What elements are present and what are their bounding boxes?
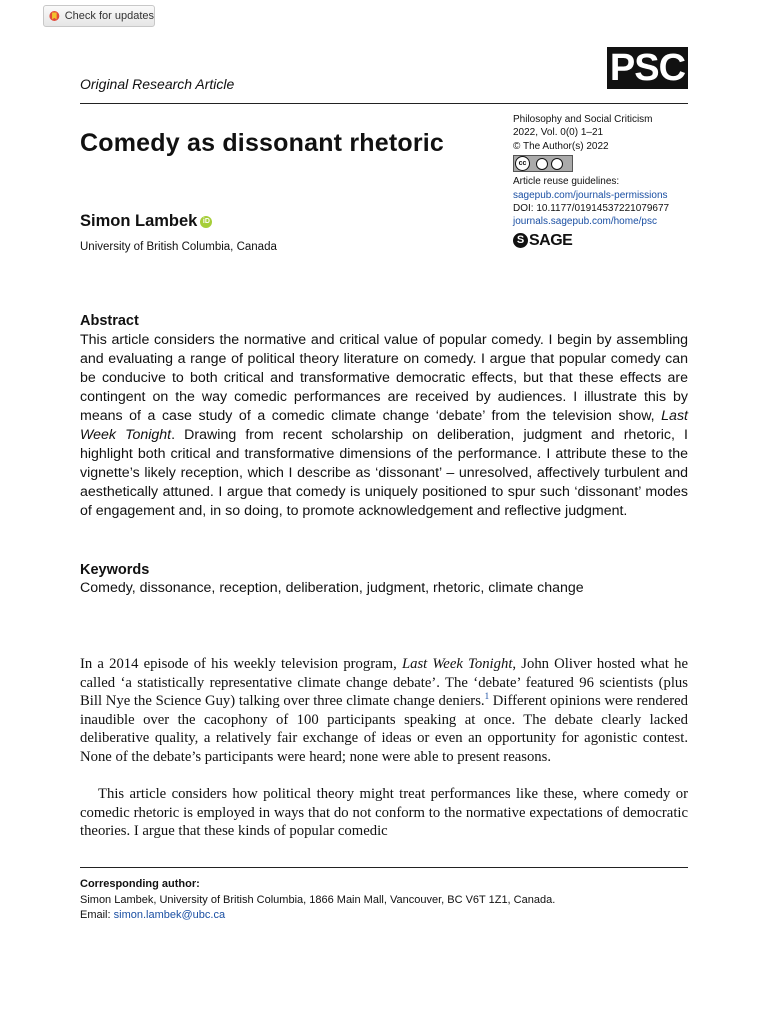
email-link[interactable]: simon.lambek@ubc.ca [113,909,226,921]
author-name: Simon Lambek [80,212,198,230]
author-block [80,212,212,231]
journal-name: Philosophy and Social Criticism [513,114,653,125]
keywords-list: Comedy, dissonance, reception, deliberation, judgment, rhetoric, climate change [80,580,584,596]
creative-commons-badge[interactable] [513,155,573,172]
corresponding-author-heading: Corresponding author: [80,878,200,890]
nc-icon [551,158,563,170]
abstract-italic-title: Last Week Tonight [80,408,688,443]
check-for-updates-label: Check for updates [64,10,154,22]
corresponding-author-address: Simon Lambek, University of British Columbia, 1866 Main Mall, Vancouver, BC V6T 1Z1, Canada. [80,894,556,906]
footer-divider [80,867,688,868]
author-affiliation: University of British Columbia, Canada [80,241,277,253]
show-title: Last Week Tonight [401,656,513,672]
publisher-logo [513,233,703,248]
header-divider [80,103,688,104]
by-icon [536,158,548,170]
sage-s-icon: S [513,233,528,248]
doi[interactable]: DOI: 10.1177/01914537221079677 [513,203,670,215]
abstract-text: This article considers the normative and critical value of popular comedy. I begin by assembling and evaluating a range of political theory literature on comedy. I argue that popular comedy can be conducive to both critical and transformative democratic effects, but that these effects are contingent on the way comedic performances are received by audiences. I illustrate this by means of a case study of a comedic climate change ‘debate’ from the television show, Last Week Tonight. Drawing from recent scholarship on deliberation, judgment and rhetoric, I highlight both critical and transformative dimensions of the performance. I attribute these to the vignette’s likely reception, which I describe as ‘dissonant’ – unresolved, affectively turbulent and aesthetically attuned. I argue that comedy is uniquely positioned to spur such ‘dissonant’ modes of engagement and, in so doing, to promote acknowledgement and reflective judgment. [80,332,688,519]
footnote-ref[interactable]: 1 [484,691,490,702]
reuse-label: Article reuse guidelines: [513,176,620,188]
journal-logo: PSC [607,47,688,89]
article-metadata [513,113,703,248]
orcid-icon[interactable]: iD [200,216,212,228]
body-paragraph-1: In a 2014 episode of his weekly television program, Last Week Tonight, John Oliver hosted what he called ‘a statistically representative climate change debate’. The ‘debate’ featured 96 scientists (plus Bill Nye the Science Guy) talking over three climate change deniers.$^1$ Different opinions were rendered inaudible over the cacophony of 100 participants speaking at once. The debate clearly lacked deliberative quality, a relatively fair exchange of ideas or even an opportunity for agonistic contest. None of the debate’s participants were heard; none were able to present reasons. [80,656,689,765]
abstract-heading: Abstract [80,313,139,329]
article-type: Original Research Article [80,76,235,92]
article-title: Comedy as dissonant rhetoric [80,129,445,157]
body-paragraph-2: This article considers how political theory might treat performances like these, where comedy or comedic rhetoric is employed in ways that do not conform to the normative expectations of democratic theories. I argue that these kinds of popular comedic [80,786,688,840]
keywords-heading: Keywords [80,562,150,578]
journal-url-link[interactable]: journals.sagepub.com/home/psc [513,216,657,228]
publisher-name: SAGE [529,231,573,249]
cc-icon: cc [515,156,530,171]
copyright: © The Author(s) 2022 [513,140,609,152]
check-for-updates-button[interactable] [43,5,155,27]
reuse-link[interactable]: sagepub.com/journals-permissions [513,189,668,201]
volume-info: 2022, Vol. 0(0) 1–21 [513,127,604,139]
corresponding-author-email: Email: simon.lambek@ubc.ca [80,909,226,921]
crossmark-icon [49,9,60,23]
